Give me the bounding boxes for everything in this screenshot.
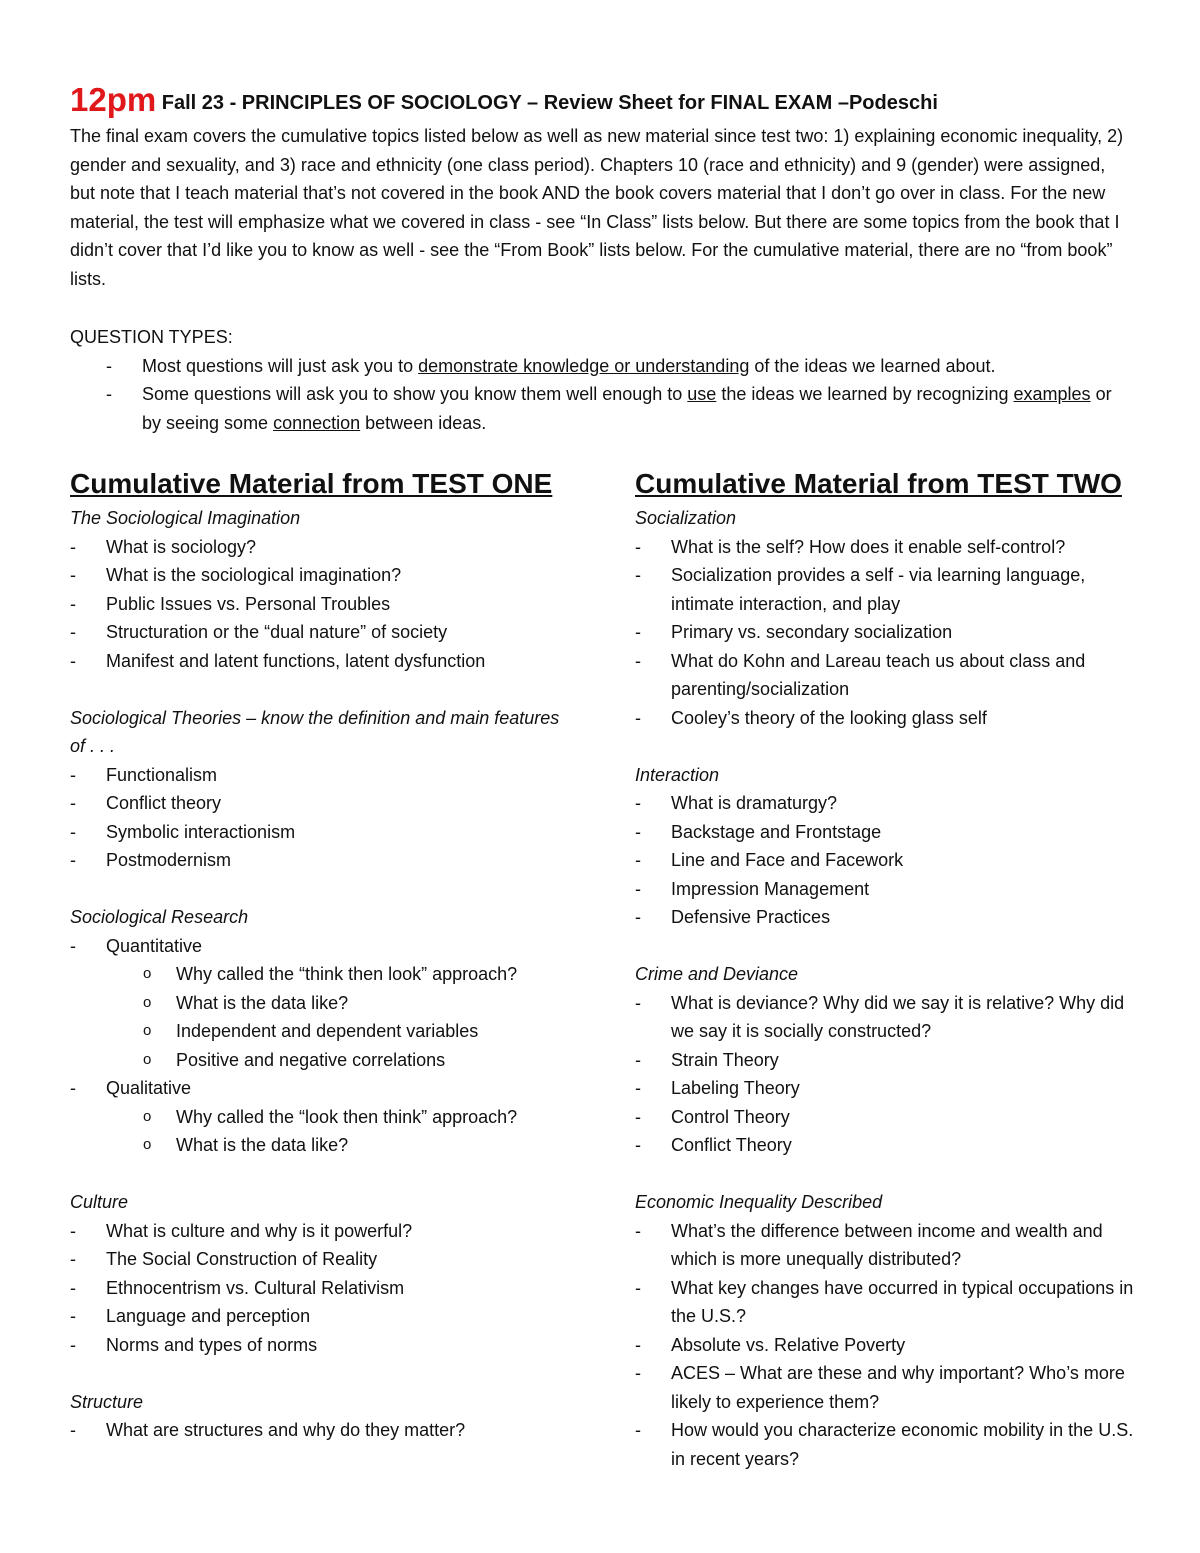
item-text: What is deviance? Why did we say it is relative? Why did we say it is socially constructed? (671, 992, 1125, 1041)
sub-list-item (106, 1103, 570, 1132)
section (70, 903, 570, 1160)
bullet-list (635, 1217, 1135, 1474)
sub-list (106, 1103, 570, 1160)
sub-bullet-marker: o (143, 1136, 152, 1153)
text-run: the ideas we learned by recognizing (716, 384, 1014, 404)
list-item (635, 846, 1135, 875)
item-text: The Social Construction of Reality (106, 1249, 378, 1269)
item-text: Conflict Theory (671, 1135, 792, 1155)
bullet-dash: - (635, 850, 641, 870)
section (635, 1188, 1135, 1473)
bullet-dash: - (70, 1078, 76, 1098)
bullet-list (635, 989, 1135, 1160)
item-text: Structuration or the “dual nature” of society (106, 622, 448, 642)
bullet-dash: - (635, 1277, 641, 1298)
section (70, 704, 570, 875)
sub-bullet-marker: o (143, 993, 152, 1011)
bullet-dash: - (635, 1363, 641, 1383)
section-title: Crime and Deviance (635, 964, 799, 984)
list-item (70, 789, 570, 818)
document-title (70, 80, 1150, 123)
section-title: Culture (70, 1192, 129, 1212)
bullet-dash: - (70, 821, 76, 842)
bullet-dash: - (70, 1420, 76, 1440)
list-item (635, 1131, 1135, 1160)
item-text: What is the self? How does it enable self-control? (671, 536, 1066, 557)
item-text: ACES – What are these and why important? Who’s more likely to experience them? (671, 1363, 1125, 1412)
list-item (70, 1416, 570, 1445)
bullet-dash: - (70, 565, 76, 585)
bullet-list (635, 789, 1135, 932)
item-text: Quantitative (106, 935, 203, 956)
section (70, 1188, 570, 1359)
bullet-dash: - (635, 1220, 641, 1241)
list-item (70, 561, 570, 590)
bullet-dash: - (70, 935, 76, 956)
section (635, 960, 1135, 1160)
list-item (635, 989, 1135, 1046)
item-text: What do Kohn and Lareau teach us about class and parenting/socialization (671, 650, 1086, 699)
bullet-dash: - (635, 1078, 641, 1098)
list-item (635, 533, 1135, 562)
section-title: Sociological Research (70, 907, 249, 927)
bullet-list (70, 533, 570, 676)
sub-list-item (106, 989, 570, 1018)
bullet-dash: - (70, 536, 76, 557)
list-item (70, 1331, 570, 1360)
text-run: or by seeing some (142, 384, 1112, 433)
item-text: What is sociology? (106, 536, 257, 557)
item-text: Ethnocentrism vs. Cultural Relativism (106, 1277, 405, 1298)
bullet-dash: - (635, 907, 641, 927)
item-text: Defensive Practices (671, 907, 831, 927)
list-item (635, 1416, 1135, 1473)
bullet-dash: - (70, 1334, 76, 1355)
item-text: Symbolic interactionism (106, 821, 296, 842)
item-text: Socialization provides a self - via learning language, intimate interaction, and play (671, 565, 1086, 614)
list-item (635, 789, 1135, 818)
bullet-dash: - (635, 821, 641, 842)
intro-paragraph: The final exam covers the cumulative topics listed below as well as new material since test two: 1) explaining economic inequality, 2) gender and sexuality, and 3) race and ethnicity (one class period). Chapters 10 (race and ethnicity) and 9 (gender) were assigned, but note that I teach material that’s not covered in the book AND the book covers material that I don’t go over in class. For the new material, the test will emphasize what we covered in class - see “In Class” lists below. But there are some topics from the book that I didn’t cover that I’d like you to know as well - see the “From Book” lists below. For the cumulative material, there are no “from book” lists. (70, 126, 1124, 289)
item-text: What is dramaturgy? (671, 793, 838, 813)
section-title: The Sociological Imagination (70, 508, 301, 528)
list-item (70, 761, 570, 790)
text-run: of the ideas we learned about. (749, 355, 996, 376)
bullet-list (70, 1416, 570, 1445)
right-column (635, 466, 1135, 1502)
section-title: Economic Inequality Described (635, 1192, 883, 1212)
bullet-dash: - (635, 565, 641, 585)
item-text: Conflict theory (106, 793, 222, 813)
bullet-dash: - (106, 384, 112, 404)
bullet-dash: - (635, 1135, 641, 1155)
bullet-dash: - (70, 850, 76, 870)
sub-list-item (106, 960, 570, 989)
bullet-dash: - (70, 622, 76, 642)
bullet-dash: - (635, 992, 641, 1013)
list-item (70, 380, 1132, 437)
item-text: What is culture and why is it powerful? (106, 1220, 413, 1241)
bullet-dash: - (70, 650, 76, 671)
underlined-text: demonstrate knowledge or understanding (418, 355, 750, 376)
list-item (635, 704, 1135, 733)
bullet-dash: - (70, 764, 76, 785)
section (635, 504, 1135, 732)
list-item (70, 818, 570, 847)
list-item (70, 533, 570, 562)
list-item (635, 618, 1135, 647)
underlined-text: connection (273, 412, 361, 433)
item-text: Why called the “think then look” approach? (176, 964, 518, 984)
sub-bullet-marker: o (143, 965, 152, 982)
item-text: Qualitative (106, 1078, 192, 1098)
item-text: What key changes have occurred in typical occupations in the U.S.? (671, 1277, 1134, 1326)
list-item (70, 1217, 570, 1246)
underlined-text: use (687, 384, 717, 404)
list-item (635, 1103, 1135, 1132)
bullet-dash: - (635, 622, 641, 642)
list-item (635, 1331, 1135, 1360)
left-column (70, 466, 570, 1473)
class-time: 12pm (70, 81, 157, 118)
section (635, 761, 1135, 932)
bullet-dash: - (635, 536, 641, 557)
item-text: Postmodernism (106, 850, 232, 870)
text-run: between ideas. (360, 412, 487, 433)
sub-list-item (106, 1131, 570, 1160)
section (70, 504, 570, 675)
bullet-dash: - (635, 1420, 641, 1440)
question-types (70, 323, 1132, 437)
bullet-dash: - (635, 650, 641, 671)
item-text: Absolute vs. Relative Poverty (671, 1334, 906, 1355)
question-types-heading: QUESTION TYPES: (70, 327, 233, 347)
list-item (635, 1046, 1135, 1075)
section-title: Structure (70, 1391, 144, 1412)
section (70, 1388, 570, 1445)
sub-list-item (106, 1017, 570, 1046)
column-heading: Cumulative Material from TEST TWO (635, 468, 1122, 499)
item-text: Manifest and latent functions, latent dysfunction (106, 650, 486, 671)
bullet-dash: - (70, 1306, 76, 1326)
item-text: Independent and dependent variables (176, 1021, 479, 1041)
item-text: What are structures and why do they matter? (106, 1420, 466, 1440)
list-item (635, 1274, 1135, 1331)
bullet-dash: - (635, 1049, 641, 1070)
item-text: Why called the “look then think” approach? (176, 1106, 518, 1127)
bullet-dash: - (70, 1277, 76, 1298)
bullet-list (70, 1217, 570, 1360)
list-item (70, 932, 570, 1075)
underlined-text: examples (1013, 384, 1091, 404)
bullet-dash: - (635, 1106, 641, 1127)
list-item (635, 561, 1135, 618)
list-item (70, 590, 570, 619)
bullet-dash: - (635, 1334, 641, 1355)
item-text: What is the data like? (176, 992, 349, 1013)
sub-bullet-marker: o (143, 1022, 152, 1039)
item-text: Cooley’s theory of the looking glass self (671, 707, 987, 728)
sub-list (106, 960, 570, 1074)
bullet-dash: - (106, 355, 112, 376)
list-item (70, 618, 570, 647)
item-text: Positive and negative correlations (176, 1049, 446, 1070)
item-text: Labeling Theory (671, 1078, 800, 1098)
bullet-dash: - (70, 593, 76, 614)
list-item (70, 1302, 570, 1331)
text-run: Some questions will ask you to show you know them well enough to (142, 384, 688, 404)
item-text: Public Issues vs. Personal Troubles (106, 593, 391, 614)
bullet-dash: - (70, 1220, 76, 1241)
item-text: Impression Management (671, 878, 870, 899)
sub-bullet-marker: o (143, 1050, 152, 1068)
item-text: What is the data like? (176, 1135, 349, 1155)
list-item (635, 875, 1135, 904)
item-text: Strain Theory (671, 1049, 779, 1070)
list-item (70, 1274, 570, 1303)
item-text: Norms and types of norms (106, 1334, 318, 1355)
sub-bullet-marker: o (143, 1107, 152, 1125)
bullet-dash: - (70, 793, 76, 813)
section-title: Sociological Theories – know the definition and main features of . . . (70, 707, 560, 756)
bullet-list (70, 761, 570, 875)
column-heading: Cumulative Material from TEST ONE (70, 468, 553, 499)
item-text: Functionalism (106, 764, 218, 785)
item-text: Language and perception (106, 1306, 311, 1326)
list-item (635, 903, 1135, 932)
list-item (70, 647, 570, 676)
list-item (70, 846, 570, 875)
list-item (635, 647, 1135, 704)
sub-list-item (106, 1046, 570, 1075)
item-text: Control Theory (671, 1106, 790, 1127)
section-title: Interaction (635, 764, 720, 785)
bullet-dash: - (635, 707, 641, 728)
list-item (635, 1217, 1135, 1274)
item-text: Backstage and Frontstage (671, 821, 882, 842)
list-item (635, 818, 1135, 847)
list-item (635, 1074, 1135, 1103)
item-text: What’s the difference between income and wealth and which is more unequally distributed? (671, 1220, 1103, 1269)
question-types-list (70, 352, 1132, 438)
bullet-dash: - (635, 878, 641, 899)
item-text: Primary vs. secondary socialization (671, 622, 953, 642)
section-title: Socialization (635, 508, 737, 528)
bullet-list (70, 932, 570, 1160)
item-text: Line and Face and Facework (671, 850, 904, 870)
list-item (70, 1245, 570, 1274)
list-item (70, 352, 1132, 381)
title-text: Fall 23 - PRINCIPLES OF SOCIOLOGY – Review Sheet for FINAL EXAM –Podeschi (161, 92, 938, 114)
text-run: Most questions will just ask you to (142, 355, 419, 376)
bullet-list (635, 533, 1135, 733)
list-item (70, 1074, 570, 1160)
bullet-dash: - (70, 1249, 76, 1269)
item-text: What is the sociological imagination? (106, 565, 402, 585)
list-item (635, 1359, 1135, 1416)
item-text: How would you characterize economic mobility in the U.S. in recent years? (671, 1420, 1134, 1469)
bullet-dash: - (635, 793, 641, 813)
